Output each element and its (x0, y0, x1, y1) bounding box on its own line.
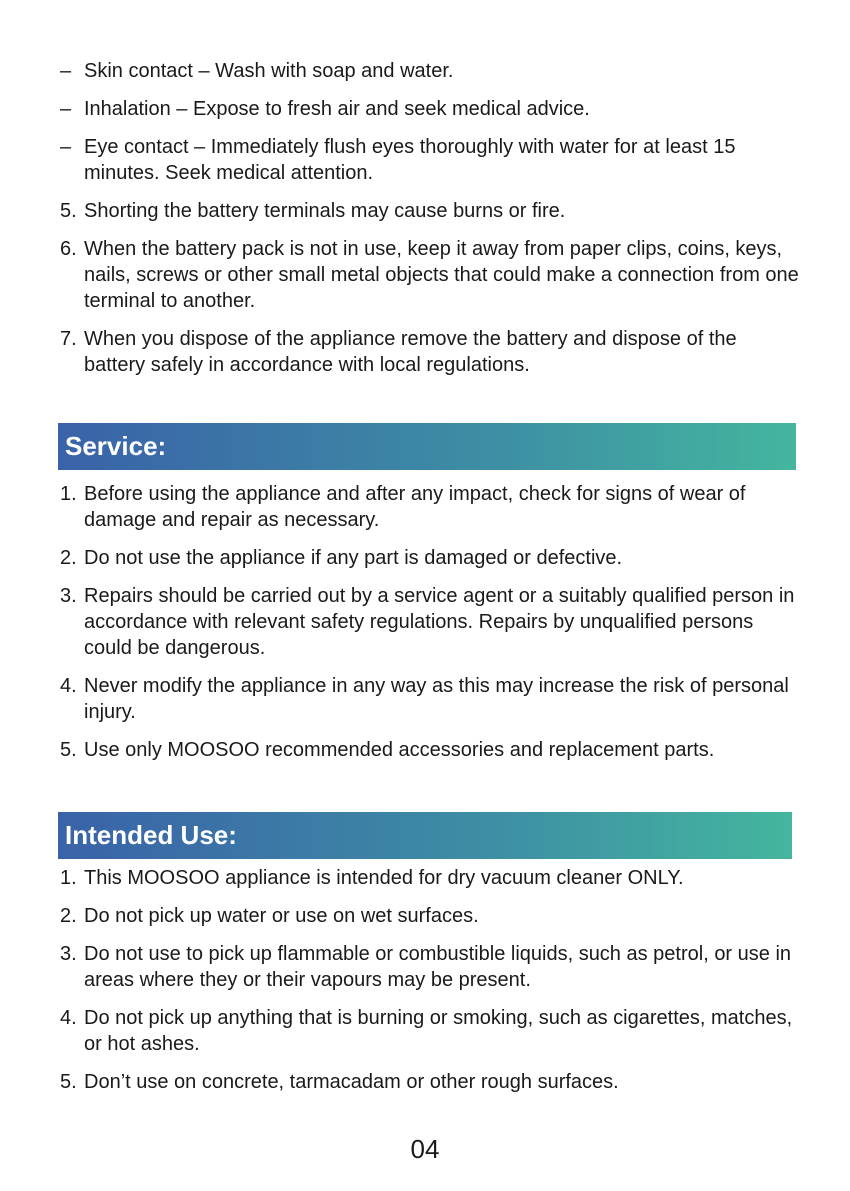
list-marker: 5. (60, 200, 77, 222)
list-item (60, 198, 800, 224)
list-item (60, 134, 800, 186)
intended-use-list (60, 865, 800, 1107)
list-item (60, 96, 800, 122)
list-item-text: Repairs should be carried out by a service agent or a suitably qualified person in accordance with relevant safety regulations. Repairs by unqualified persons could be dangerous. (84, 585, 795, 659)
list-marker: – (60, 98, 72, 120)
list-item (60, 865, 800, 891)
list-item (60, 737, 800, 763)
list-marker: – (60, 136, 72, 158)
list-marker: 3. (60, 585, 77, 607)
list-marker: 4. (60, 675, 77, 697)
list-item-text: When the battery pack is not in use, keep it away from paper clips, coins, keys, nails, screws or other small metal objects that could make a connection from one terminal to another. (84, 238, 799, 312)
list-item-text: This MOOSOO appliance is intended for dry vacuum cleaner ONLY. (84, 867, 684, 889)
list-item-text: Shorting the battery terminals may cause burns or fire. (84, 200, 566, 222)
list-marker: 5. (60, 739, 77, 761)
list-marker: – (60, 60, 72, 82)
list-item (60, 903, 800, 929)
list-item (60, 58, 800, 84)
list-item (60, 1069, 800, 1095)
intended-use-section-heading: Intended Use: (58, 812, 792, 859)
list-item-text: Do not pick up anything that is burning or smoking, such as cigarettes, matches, or hot ashes. (84, 1007, 793, 1055)
list-item-text: Skin contact – Wash with soap and water. (84, 60, 454, 82)
list-item (60, 326, 800, 378)
list-marker: 2. (60, 547, 77, 569)
service-section-heading: Service: (58, 423, 796, 470)
list-marker: 6. (60, 238, 77, 260)
list-marker: 4. (60, 1007, 77, 1029)
list-item-text: Do not use the appliance if any part is damaged or defective. (84, 547, 623, 569)
page-number: 04 (410, 1134, 440, 1164)
service-list (60, 481, 800, 775)
list-item (60, 673, 800, 725)
list-item (60, 1005, 800, 1057)
list-item (60, 941, 800, 993)
safety-list-continued (60, 58, 800, 390)
list-item-text: Do not use to pick up flammable or combustible liquids, such as petrol, or use in areas where they or their vapours may be present. (84, 943, 792, 991)
list-marker: 5. (60, 1071, 77, 1093)
list-item (60, 583, 800, 661)
list-marker: 3. (60, 943, 77, 965)
list-item (60, 236, 800, 314)
list-item-text: Eye contact – Immediately flush eyes thoroughly with water for at least 15 minutes. Seek medical attention. (84, 136, 736, 184)
list-item (60, 545, 800, 571)
list-marker: 1. (60, 867, 77, 889)
list-item (60, 481, 800, 533)
list-marker: 2. (60, 905, 77, 927)
list-item-text: When you dispose of the appliance remove the battery and dispose of the battery safely in accordance with local regulations. (84, 328, 737, 376)
list-item-text: Before using the appliance and after any impact, check for signs of wear of damage and repair as necessary. (84, 483, 746, 531)
list-marker: 7. (60, 328, 77, 350)
list-item-text: Inhalation – Expose to fresh air and seek medical advice. (84, 98, 590, 120)
list-item-text: Don’t use on concrete, tarmacadam or other rough surfaces. (84, 1071, 619, 1093)
list-item-text: Do not pick up water or use on wet surfaces. (84, 905, 479, 927)
list-item-text: Never modify the appliance in any way as this may increase the risk of personal injury. (84, 675, 789, 723)
list-marker: 1. (60, 483, 77, 505)
list-item-text: Use only MOOSOO recommended accessories and replacement parts. (84, 739, 715, 761)
